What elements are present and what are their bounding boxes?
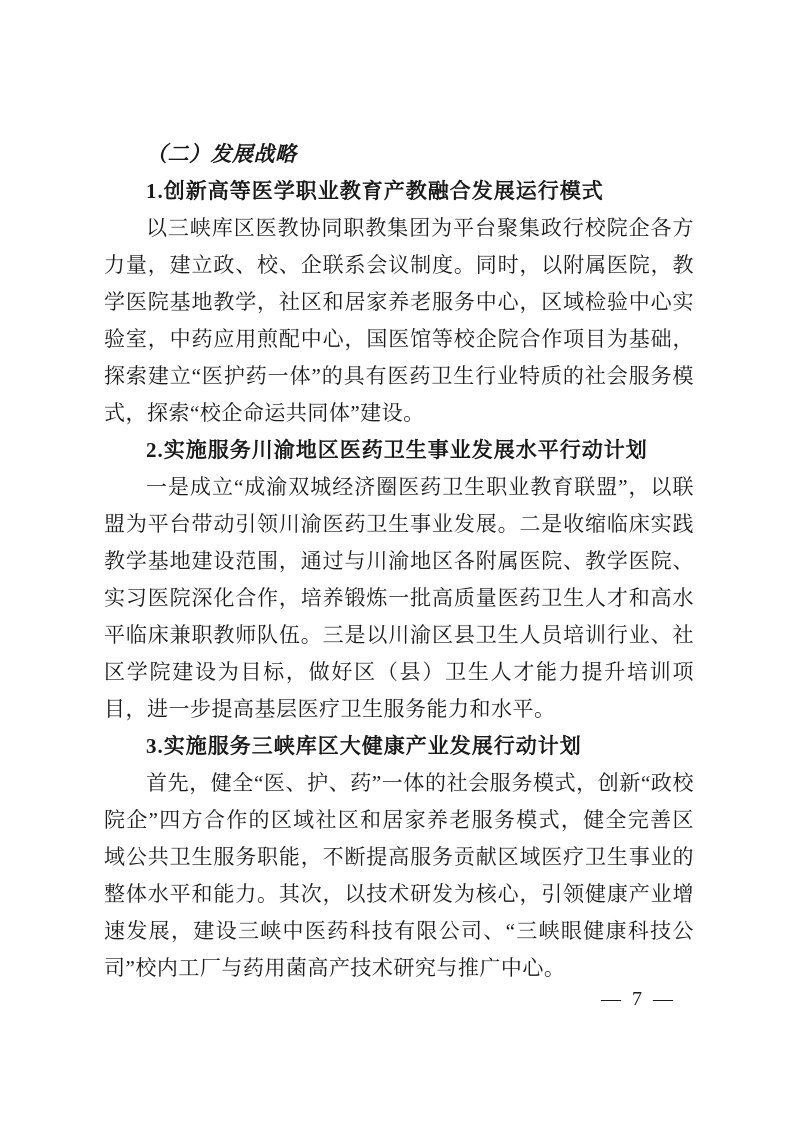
paragraph: 一是成立“成渝双城经济圈医药卫生职业教育联盟”，以联盟为平台带动引领川渝医药卫生事业发展。二是收缩临床实践教学基地建设范围，通过与川渝地区各附属医院、教学医院、实习医院深化合作，培养锻炼一批高质量医药卫生人才和高水平临床兼职教师队伍。三是以川渝区县卫生人员培训行业、社区学院建设为目标，做好区（县）卫生人才能力提升培训项目，进一步提高基层医疗卫生服务能力和水平。 (104, 475, 694, 721)
document-content (104, 136, 694, 987)
section-heading: （二）发展战略 (146, 142, 297, 166)
subsection-heading-1: 1.创新高等医学职业教育产教融合发展运行模式 (146, 179, 604, 203)
subsection-heading-2: 2.实施服务川渝地区医药卫生事业发展水平行动计划 (146, 438, 648, 462)
paragraph: 首先，健全“医、护、药”一体的社会服务模式，创新“政校院企”四方合作的区域社区和居家养老服务模式，健全完善区域公共卫生服务职能，不断提高服务贡献区域医疗卫生事业的整体水平和能力。其次，以技术研发为核心，引领健康产业增速发展，建设三峡中医药科技有限公司、“三峡眼健康科技公司”校内工厂与药用菌高产技术研究与推广中心。 (104, 771, 694, 980)
paragraph: 以三峡库区医教协同职教集团为平台聚集政行校院企各方力量，建立政、校、企联系会议制度。同时，以附属医院，教学医院基地教学，社区和居家养老服务中心，区域检验中心实验室，中药应用煎配中心，国医馆等校企院合作项目为基础，探索建立“医护药一体”的具有医药卫生行业特质的社会服务模式，探索“校企命运共同体”建设。 (104, 216, 694, 425)
page-number: — 7 — (601, 988, 676, 1010)
subsection-heading-3: 3.实施服务三峡库区大健康产业发展行动计划 (146, 734, 582, 758)
